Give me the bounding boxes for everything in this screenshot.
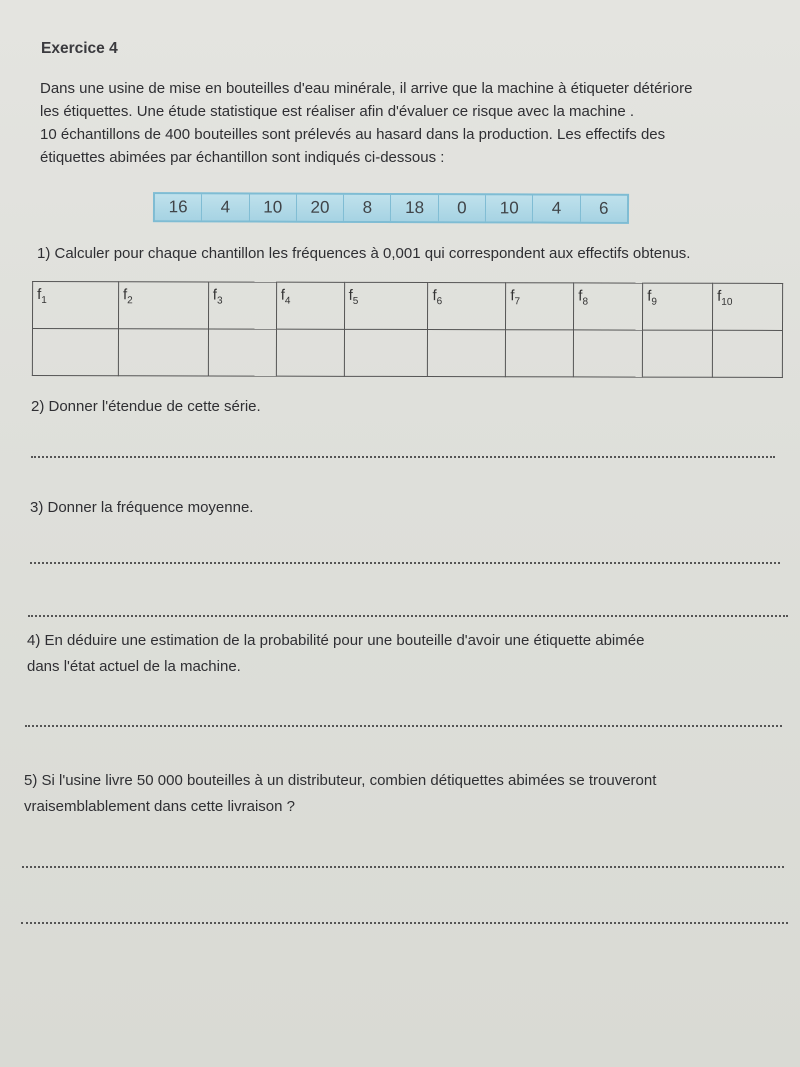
frequency-header-cell: $f_8$ — [574, 283, 643, 330]
frequency-table — [32, 281, 783, 378]
frequency-answer-cell[interactable] — [506, 330, 574, 377]
count-cell: 16 — [155, 194, 202, 220]
question-4-line-2: dans l'état actuel de la machine. — [27, 658, 241, 675]
count-cell: 10 — [250, 195, 297, 221]
count-cell: 18 — [391, 195, 438, 221]
frequency-header-cell: $f_2$ — [118, 282, 208, 329]
frequency-header-cell: $f_6$ — [428, 283, 506, 330]
count-cell: 0 — [439, 195, 486, 221]
answer-line[interactable] — [31, 456, 775, 458]
intro-line: étiquettes abimées par échantillon sont indiqués ci-dessous : — [40, 149, 445, 166]
frequency-answer-cell[interactable] — [344, 329, 428, 376]
frequency-answer-cell[interactable] — [428, 330, 506, 377]
frequency-header-cell: $f_9$ — [643, 283, 713, 330]
question-3: 3) Donner la fréquence moyenne. — [30, 499, 254, 516]
question-4-line-1: 4) En déduire une estimation de la probabilité pour une bouteille d'avoir une étiquette abimée — [27, 632, 645, 649]
exercise-intro — [40, 77, 780, 169]
frequency-answer-cell[interactable] — [208, 329, 276, 376]
intro-line: les étiquettes. Une étude statistique est réaliser afin d'évaluer ce risque avec la machine . — [40, 103, 635, 120]
frequency-answer-cell[interactable] — [32, 329, 118, 376]
question-2: 2) Donner l'étendue de cette série. — [31, 398, 261, 415]
answer-line[interactable] — [21, 922, 788, 924]
frequency-header-cell: $f_3$ — [208, 282, 276, 329]
frequency-answer-cell[interactable] — [643, 330, 713, 377]
count-cell: 6 — [581, 196, 627, 222]
intro-line: 10 échantillons de 400 bouteilles sont prélevés au hasard dans la production. Les effectifs des — [40, 126, 666, 143]
question-5-line-2: vraisemblablement dans cette livraison ? — [24, 798, 295, 815]
count-cell: 4 — [533, 195, 580, 221]
count-cell: 4 — [202, 194, 249, 220]
frequency-answer-cell[interactable] — [574, 330, 643, 377]
count-cell: 20 — [297, 195, 344, 221]
frequency-header-cell: $f_4$ — [276, 282, 344, 329]
question-1: 1) Calculer pour chaque chantillon les fréquences à 0,001 qui correspondent aux effectifs obtenus. — [37, 245, 691, 262]
frequency-answer-cell[interactable] — [276, 329, 344, 376]
answer-line[interactable] — [25, 725, 782, 727]
frequency-answer-row — [32, 329, 782, 378]
answer-line[interactable] — [28, 615, 788, 617]
answer-line[interactable] — [30, 562, 780, 564]
exercise-title: Exercice 4 — [41, 40, 118, 57]
frequency-header-cell: $f_5$ — [344, 282, 428, 329]
intro-line: Dans une usine de mise en bouteilles d'eau minérale, il arrive que la machine à étiqueter détériore — [40, 80, 693, 97]
frequency-header-cell: $f_1$ — [33, 282, 119, 329]
frequency-header-cell: $f_7$ — [506, 283, 574, 330]
question-5-line-1: 5) Si l'usine livre 50 000 bouteilles à un distributeur, combien détiquettes abimées se trouveront — [24, 772, 657, 789]
counts-strip — [153, 192, 629, 224]
answer-line[interactable] — [22, 866, 784, 868]
frequency-header-cell: $f_{10}$ — [713, 283, 783, 330]
count-cell: 8 — [344, 195, 391, 221]
frequency-answer-cell[interactable] — [712, 330, 782, 377]
count-cell: 10 — [486, 195, 533, 221]
frequency-answer-cell[interactable] — [118, 329, 208, 376]
frequency-header-row — [33, 282, 783, 331]
